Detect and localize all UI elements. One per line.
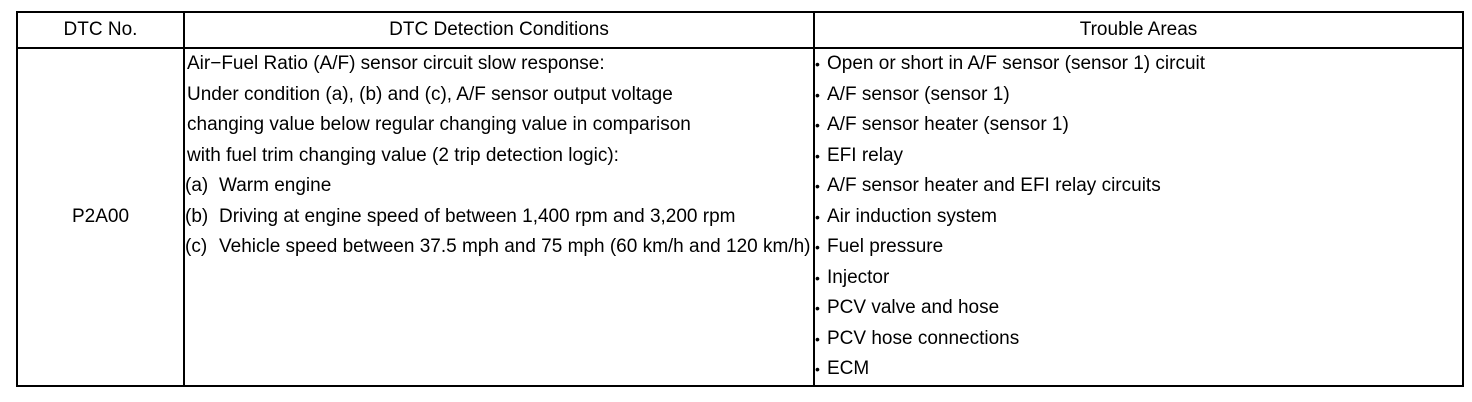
- list-item: [815, 263, 1462, 294]
- header-detection-conditions: DTC Detection Conditions: [184, 12, 814, 48]
- header-row: [17, 12, 1463, 48]
- list-item: [815, 80, 1462, 111]
- bullet-icon: •: [815, 361, 820, 377]
- bullet-icon: •: [815, 208, 820, 225]
- trouble-area-text: A/F sensor heater and EFI relay circuits: [827, 175, 1161, 196]
- condition-intro-line: with fuel trim changing value (2 trip detection logic):: [187, 144, 619, 166]
- trouble-area-text: PCV valve and hose: [827, 297, 1000, 318]
- dtc-table: [16, 11, 1464, 387]
- condition-intro-line: Under condition (a), (b) and (c), A/F sensor output voltage: [187, 83, 673, 105]
- list-item: [815, 324, 1462, 355]
- header-trouble-areas: Trouble Areas: [814, 12, 1463, 48]
- condition-text: Vehicle speed between 37.5 mph and 75 mph (60 km/h and 120 km/h): [219, 236, 811, 257]
- list-item: [815, 110, 1462, 141]
- condition-letter: (a): [185, 175, 209, 196]
- dtc-code: P2A00: [17, 48, 184, 386]
- trouble-areas-cell: [814, 48, 1463, 386]
- trouble-area-text: Injector: [827, 266, 890, 288]
- bullet-icon: •: [815, 147, 820, 164]
- bullet-icon: •: [815, 269, 820, 286]
- condition-letter: (c): [185, 236, 208, 257]
- trouble-area-text: A/F sensor (sensor 1): [827, 83, 1010, 105]
- trouble-area-text: Air induction system: [827, 205, 998, 227]
- list-item: [815, 141, 1462, 172]
- list-item: [815, 232, 1462, 263]
- header-dtc-no: DTC No.: [17, 12, 184, 48]
- detection-conditions-cell: [184, 48, 814, 386]
- trouble-area-text: EFI relay: [827, 144, 904, 166]
- bullet-icon: •: [815, 300, 820, 316]
- trouble-area-text: A/F sensor heater (sensor 1): [827, 114, 1069, 135]
- trouble-area-text: Fuel pressure: [827, 236, 944, 257]
- condition-text: Driving at engine speed of between 1,400 rpm and 3,200 rpm: [219, 205, 736, 227]
- list-item: [815, 202, 1462, 233]
- condition-text: Warm engine: [219, 175, 332, 196]
- bullet-icon: •: [815, 239, 820, 255]
- condition-intro-line: Air−Fuel Ratio (A/F) sensor circuit slow response:: [187, 53, 605, 74]
- condition-item: [185, 232, 813, 263]
- condition-item: [185, 202, 813, 233]
- list-item: [815, 293, 1462, 324]
- bullet-icon: •: [815, 86, 820, 103]
- trouble-area-text: ECM: [827, 358, 870, 379]
- list-item: [815, 354, 1462, 385]
- condition-item: [185, 171, 813, 202]
- bullet-icon: •: [815, 330, 820, 347]
- bullet-icon: •: [815, 117, 820, 133]
- trouble-area-text: Open or short in A/F sensor (sensor 1) circuit: [827, 53, 1206, 74]
- bullet-icon: •: [815, 178, 820, 194]
- table-row: [17, 48, 1463, 386]
- condition-intro-line: changing value below regular changing value in comparison: [187, 114, 691, 135]
- trouble-area-text: PCV hose connections: [827, 327, 1020, 349]
- list-item: [815, 49, 1462, 80]
- bullet-icon: •: [815, 56, 820, 72]
- list-item: [815, 171, 1462, 202]
- trouble-areas-list: [815, 49, 1462, 385]
- condition-letter: (b): [185, 205, 209, 227]
